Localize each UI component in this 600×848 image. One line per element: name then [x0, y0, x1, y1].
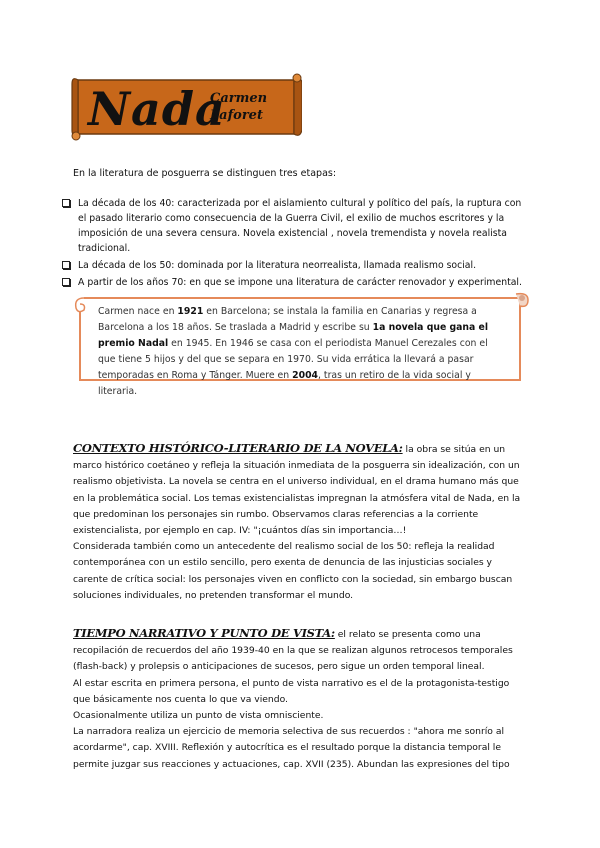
section-heading: TIEMPO NARRATIVO Y PUNTO DE VISTA: [73, 626, 335, 640]
stages-list [62, 196, 532, 292]
title-banner [70, 72, 302, 144]
narrative-time-section [73, 625, 528, 773]
author-bio-box [70, 290, 530, 397]
list-item [62, 196, 532, 256]
book-author [210, 90, 290, 124]
author-first-name: Carmen [210, 91, 268, 106]
intro-text: En la literatura de posguerra se distinguen tres etapas: [73, 168, 337, 179]
narrative-paragraph: TIEMPO NARRATIVO Y PUNTO DE VISTA: el relato se presenta como una recopilación de recuerdos del año 1939-40 en la que se realizan algunos retrocesos temporales (flash-back) y prolepsis o anticipaciones de sucesos, pero sigue un orden temporal lineal. [73, 626, 513, 673]
narrative-paragraph-3: Ocasionalmente utiliza un punto de vista omnisciente. [73, 710, 324, 722]
list-item-text: La década de los 50: dominada por la literatura neorrealista, llamada realismo social. [78, 260, 477, 271]
author-last-name: Laforet [210, 108, 263, 123]
context-paragraph-2: Considerada también como un antecedente del realismo social de los 50: refleja la realidad contemporánea con un estilo sencillo, pero exenta de denuncia de las injusticias sociales y carente de crítica social: los personajes viven en conflicto con la sociedad, sin embargo buscan soluciones individuales, no pretenden transformar el mundo. [73, 541, 513, 601]
author-bio-text: Carmen nace en 1921 en Barcelona; se instala la familia en Canarias y regresa a Barcelona a los 18 años. Se traslada a Madrid y escribe su 1a novela que gana el premio Nadal en 1945. En 1946 se casa con el periodista Manuel Cerezales con el que tiene 5 hijos y del que se separa en 1970. Su vida errática la llevará a pasar temporadas en Roma y Tánger. Muere en 2004, tras un retiro de la vida social y literaria. [98, 306, 489, 397]
book-title: Nada [88, 82, 226, 136]
list-item [62, 258, 532, 273]
narrative-paragraph-2: Al estar escrita en primera persona, el punto de vista narrativo es el de la protagonista-testigo que básicamente nos cuenta lo que va viendo. [73, 677, 510, 705]
list-item [62, 275, 532, 290]
list-item-text: La década de los 40: caracterizada por el aislamiento cultural y político del país, la ruptura con el pasado literario como consecuencia de la Guerra Civil, el exilio de muchos escritores y la imposición de una severa censura. Novela existencial , novela tremendista y novela realista tradicional. [78, 198, 522, 254]
checkbox-bullet-icon [62, 278, 70, 286]
section-heading: CONTEXTO HISTÓRICO-LITERARIO DE LA NOVELA: [73, 441, 403, 455]
checkbox-bullet-icon [62, 261, 70, 269]
context-section [73, 440, 528, 604]
narrative-paragraph-4: La narradora realiza un ejercicio de memoria selectiva de sus recuerdos : "ahora me sonrío al acordarme", cap. XVIII. Reflexión y autocrítica es el resultado porque la distancia temporal le permite juzgar sus reacciones y actuaciones, cap. XVII (235). Abundan las expresiones del tipo [73, 726, 510, 770]
context-paragraph: CONTEXTO HISTÓRICO-LITERARIO DE LA NOVELA: la obra se sitúa en un marco histórico coetáneo y refleja la situación inmediata de la posguerra sin idealización, con un realismo objetivista. La novela se centra en el universo individual, en el drama humano más que en la problemática social. Los temas existencialistas impregnan la atmósfera vital de Nada, en la que predominan los personajes sin rumbo. Observamos claras referencias a la corriente existencialista, por ejemplo en cap. IV: "¡cuántos días sin importancia…! [73, 441, 521, 537]
checkbox-bullet-icon [62, 199, 70, 207]
list-item-text: A partir de los años 70: en que se impone una literatura de carácter renovador y experimental. [78, 277, 522, 288]
